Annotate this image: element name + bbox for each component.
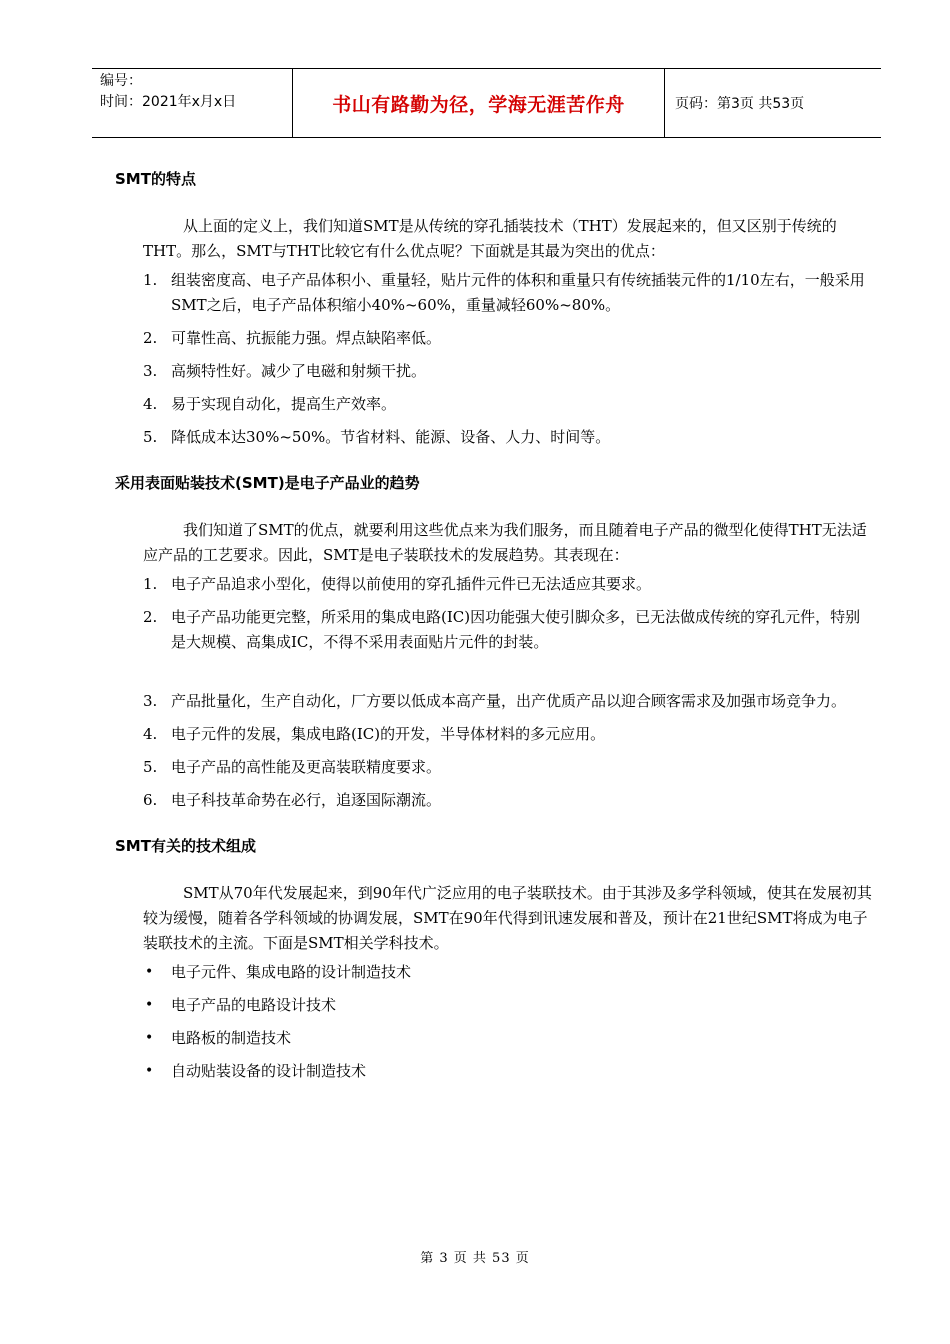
list-item	[115, 689, 875, 714]
section-smt-technologies	[115, 833, 875, 1084]
list-item	[115, 755, 875, 780]
bullet-icon: •	[145, 997, 154, 1013]
header-page-label: 页码：第3页 共53页	[675, 96, 805, 112]
list-text: 可靠性高、抗振能力强。焊点缺陷率低。	[171, 329, 442, 347]
list-number: 1.	[143, 575, 158, 593]
section-paragraph: 从上面的定义上，我们知道SMT是从传统的穿孔插装技术（THT）发展起来的，但又区别于传统的THT。那么，SMT与THT比较它有什么优点呢？下面就是其最为突出的优点：	[143, 217, 837, 260]
list-text: 降低成本达30%~50%。节省材料、能源、设备、人力、时间等。	[171, 428, 611, 446]
section-heading: SMT有关的技术组成	[115, 837, 256, 855]
list-text: 电子产品的电路设计技术	[171, 996, 337, 1014]
list-item	[115, 1026, 875, 1051]
list-text: 组装密度高、电子产品体积小、重量轻，贴片元件的体积和重量只有传统插装元件的1/10左右，一般采用SMT之后，电子产品体积缩小40%~60%，重量减轻60%~80%。	[171, 271, 865, 314]
list-text: 易于实现自动化，提高生产效率。	[171, 395, 397, 413]
list-item	[115, 572, 875, 597]
list-item	[115, 993, 875, 1018]
page-footer: 第 3 页 共 53 页	[420, 1251, 530, 1266]
list-number: 2.	[143, 608, 158, 626]
bullet-icon: •	[145, 1063, 154, 1079]
list-text: 高频特性好。减少了电磁和射频干扰。	[171, 362, 427, 380]
section-paragraph: 我们知道了SMT的优点，就要利用这些优点来为我们服务，而且随着电子产品的微型化使得THT无法适应产品的工艺要求。因此，SMT是电子装联技术的发展趋势。其表现在：	[143, 521, 867, 564]
list-text: 电路板的制造技术	[171, 1029, 292, 1047]
list-text: 电子产品功能更完整，所采用的集成电路(IC)因功能强大使引脚众多，已无法做成传统的穿孔元件，特别是大规模、高集成IC，不得不采用表面贴片元件的封装。	[171, 608, 861, 651]
list-number: 6.	[143, 791, 158, 809]
list-text: 电子科技革命势在必行，追逐国际潮流。	[171, 791, 442, 809]
list-number: 1.	[143, 271, 158, 289]
numbered-list	[115, 572, 875, 813]
list-text: 电子产品追求小型化，使得以前使用的穿孔插件元件已无法适应其要求。	[171, 575, 652, 593]
header-motto: 书山有路勤为径，学海无涯苦作舟	[293, 69, 665, 137]
list-text: 电子元件的发展，集成电路(IC)的开发，半导体材料的多元应用。	[171, 725, 606, 743]
bullet-icon: •	[145, 964, 154, 980]
section-smt-trend	[115, 470, 875, 813]
list-item	[115, 268, 875, 318]
list-number: 4.	[143, 395, 158, 413]
section-heading: SMT的特点	[115, 170, 196, 188]
section-paragraph: SMT从70年代发展起来，到90年代广泛应用的电子装联技术。由于其涉及多学科领域，使其在发展初其较为缓慢，随着各学科领域的协调发展，SMT在90年代得到讯速发展和普及，预计在21世纪SMT将成为电子装联技术的主流。下面是SMT相关学科技术。	[143, 884, 872, 952]
list-item	[115, 359, 875, 384]
header-meta	[92, 69, 293, 137]
list-number: 4.	[143, 725, 158, 743]
list-text: 电子产品的高性能及更高装联精度要求。	[171, 758, 442, 776]
list-item	[115, 425, 875, 450]
list-text: 自动贴装设备的设计制造技术	[171, 1062, 367, 1080]
list-item	[115, 960, 875, 985]
list-number: 3.	[143, 692, 158, 710]
page-header	[92, 68, 881, 138]
section-smt-features	[115, 166, 875, 450]
list-number: 5.	[143, 758, 158, 776]
list-text: 产品批量化，生产自动化，厂方要以低成本高产量，出产优质产品以迎合顾客需求及加强市场竞争力。	[171, 692, 847, 710]
numbered-list	[115, 268, 875, 450]
list-item	[115, 788, 875, 813]
list-item	[115, 605, 875, 655]
header-number-label: 编号：	[100, 73, 142, 89]
bullet-list	[115, 960, 875, 1084]
list-item	[115, 1059, 875, 1084]
list-item	[115, 722, 875, 747]
document-body	[115, 166, 875, 1104]
list-number: 3.	[143, 362, 158, 380]
bullet-icon: •	[145, 1030, 154, 1046]
header-time-label: 时间：2021年x月x日	[100, 94, 237, 110]
section-heading: 采用表面贴装技术(SMT)是电子产品业的趋势	[115, 474, 420, 492]
list-text: 电子元件、集成电路的设计制造技术	[171, 963, 412, 981]
list-number: 2.	[143, 329, 158, 347]
list-number: 5.	[143, 428, 158, 446]
list-item	[115, 392, 875, 417]
list-spacer	[115, 663, 875, 681]
list-item	[115, 326, 875, 351]
